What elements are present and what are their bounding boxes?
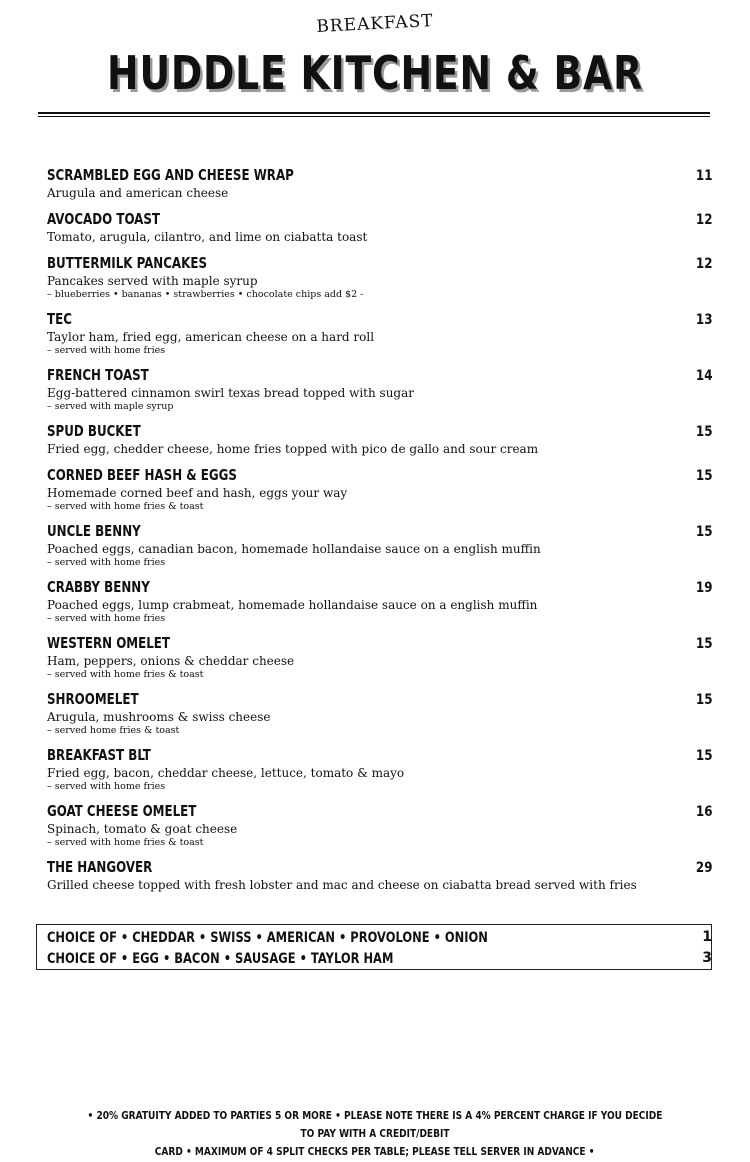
menu-item-description: Arugula and american cheese — [47, 186, 229, 200]
menu-item — [47, 366, 712, 422]
menu-item-name: WESTERN OMELET — [47, 634, 171, 652]
menu-item — [47, 254, 712, 310]
menu-item-name: GOAT CHEESE OMELET — [47, 802, 197, 820]
menu-item — [47, 422, 712, 466]
menu-item-description: Taylor ham, fried egg, american cheese on a hard roll — [47, 330, 375, 344]
menu-item-name: SHROOMELET — [47, 690, 139, 708]
menu-item-price: 13 — [695, 312, 712, 328]
menu-item-description: Fried egg, bacon, cheddar cheese, lettuce, tomato & mayo — [47, 766, 405, 780]
menu-item-name: CRABBY BENNY — [47, 578, 150, 596]
choice-row-cheese — [47, 929, 712, 949]
menu-item-note: – served with home fries — [47, 781, 166, 792]
menu-item-price: 19 — [695, 580, 712, 596]
menu-item-price: 12 — [695, 256, 712, 272]
menu-item-description: Arugula, mushrooms & swiss cheese — [47, 710, 271, 724]
menu-item-name: SPUD BUCKET — [47, 422, 141, 440]
menu-item-description: Fried egg, chedder cheese, home fries topped with pico de gallo and sour cream — [47, 442, 539, 456]
header-divider — [38, 112, 710, 114]
menu-item-price: 15 — [695, 524, 712, 540]
menu-item-name: BUTTERMILK PANCAKES — [47, 254, 207, 272]
choice-price: 3 — [702, 950, 712, 966]
menu-item — [47, 310, 712, 366]
menu-item-description: Poached eggs, lump crabmeat, homemade hollandaise sauce on a english muffin — [47, 598, 538, 612]
menu-item — [47, 634, 712, 690]
menu-item-price: 15 — [695, 424, 712, 440]
footer-line-2: CARD • MAXIMUM OF 4 SPLIT CHECKS PER TABLE; PLEASE TELL SERVER IN ADVANCE • — [155, 1146, 595, 1158]
menu-section-label: BREAKFAST — [315, 10, 435, 38]
menu-item-description: Egg-battered cinnamon swirl texas bread topped with sugar — [47, 386, 414, 400]
menu-item — [47, 522, 712, 578]
choice-label: CHOICE OF • CHEDDAR • SWISS • AMERICAN • PROVOLONE • ONION — [47, 930, 488, 946]
menu-item-price: 15 — [695, 692, 712, 708]
menu-item-note: – served with home fries & toast — [47, 501, 204, 512]
menu-item-price: 16 — [695, 804, 712, 820]
menu-item-name: THE HANGOVER — [47, 858, 153, 876]
menu-item-name: TEC — [47, 310, 72, 328]
menu-item-price: 15 — [695, 636, 712, 652]
menu-item-description: Grilled cheese topped with fresh lobster and mac and cheese on ciabatta bread served with fries — [47, 878, 637, 892]
menu-item-price: 14 — [695, 368, 712, 384]
menu-item-note: – served with home fries — [47, 613, 166, 624]
menu-item — [47, 578, 712, 634]
menu-item — [47, 166, 712, 210]
menu-item-name: CORNED BEEF HASH & EGGS — [47, 466, 237, 484]
menu-item-note: – blueberries • bananas • strawberries • chocolate chips add $2 - — [47, 289, 364, 300]
footer-line-1: • 20% GRATUITY ADDED TO PARTIES 5 OR MORE • PLEASE NOTE THERE IS A 4% PERCENT CHARGE IF YOU DECIDE TO PAY WITH A CREDIT/DEBIT — [87, 1110, 663, 1140]
menu-item-description: Tomato, arugula, cilantro, and lime on ciabatta toast — [47, 230, 368, 244]
menu-item-price: 11 — [695, 168, 712, 184]
menu-item-price: 15 — [695, 748, 712, 764]
menu-item — [47, 466, 712, 522]
choice-label: CHOICE OF • EGG • BACON • SAUSAGE • TAYLOR HAM — [47, 951, 394, 967]
menu-item-description: Pancakes served with maple syrup — [47, 274, 258, 288]
menu-item-name: AVOCADO TOAST — [47, 210, 161, 228]
menu-item-description: Homemade corned beef and hash, eggs your way — [47, 486, 348, 500]
menu-items-list — [47, 166, 712, 902]
menu-item-price: 15 — [695, 468, 712, 484]
restaurant-title: HUDDLE KITCHEN & BAR — [107, 46, 643, 100]
menu-item-description: Spinach, tomato & goat cheese — [47, 822, 238, 836]
menu-item — [47, 210, 712, 254]
menu-item-price: 12 — [695, 212, 712, 228]
menu-item-note: – served home fries & toast — [47, 725, 180, 736]
choice-row-meat — [47, 950, 712, 970]
menu-item-note: – served with home fries — [47, 557, 166, 568]
footer-notice — [40, 1107, 710, 1161]
menu-item — [47, 746, 712, 802]
menu-item — [47, 858, 712, 902]
menu-item-note: – served with home fries — [47, 345, 166, 356]
menu-item-note: – served with maple syrup — [47, 401, 174, 412]
menu-item-name: UNCLE BENNY — [47, 522, 141, 540]
menu-item-description: Poached eggs, canadian bacon, homemade hollandaise sauce on a english muffin — [47, 542, 541, 556]
menu-item — [47, 690, 712, 746]
menu-item-note: – served with home fries & toast — [47, 837, 204, 848]
menu-item-name: BREAKFAST BLT — [47, 746, 151, 764]
menu-item-name: FRENCH TOAST — [47, 366, 149, 384]
menu-item — [47, 802, 712, 858]
menu-item-name: SCRAMBLED EGG AND CHEESE WRAP — [47, 166, 294, 184]
menu-item-price: 29 — [695, 860, 712, 876]
menu-item-description: Ham, peppers, onions & cheddar cheese — [47, 654, 295, 668]
choice-price: 1 — [702, 929, 712, 945]
header-divider-thin — [38, 116, 710, 117]
add-on-choices-box — [36, 924, 712, 970]
menu-item-note: – served with home fries & toast — [47, 669, 204, 680]
